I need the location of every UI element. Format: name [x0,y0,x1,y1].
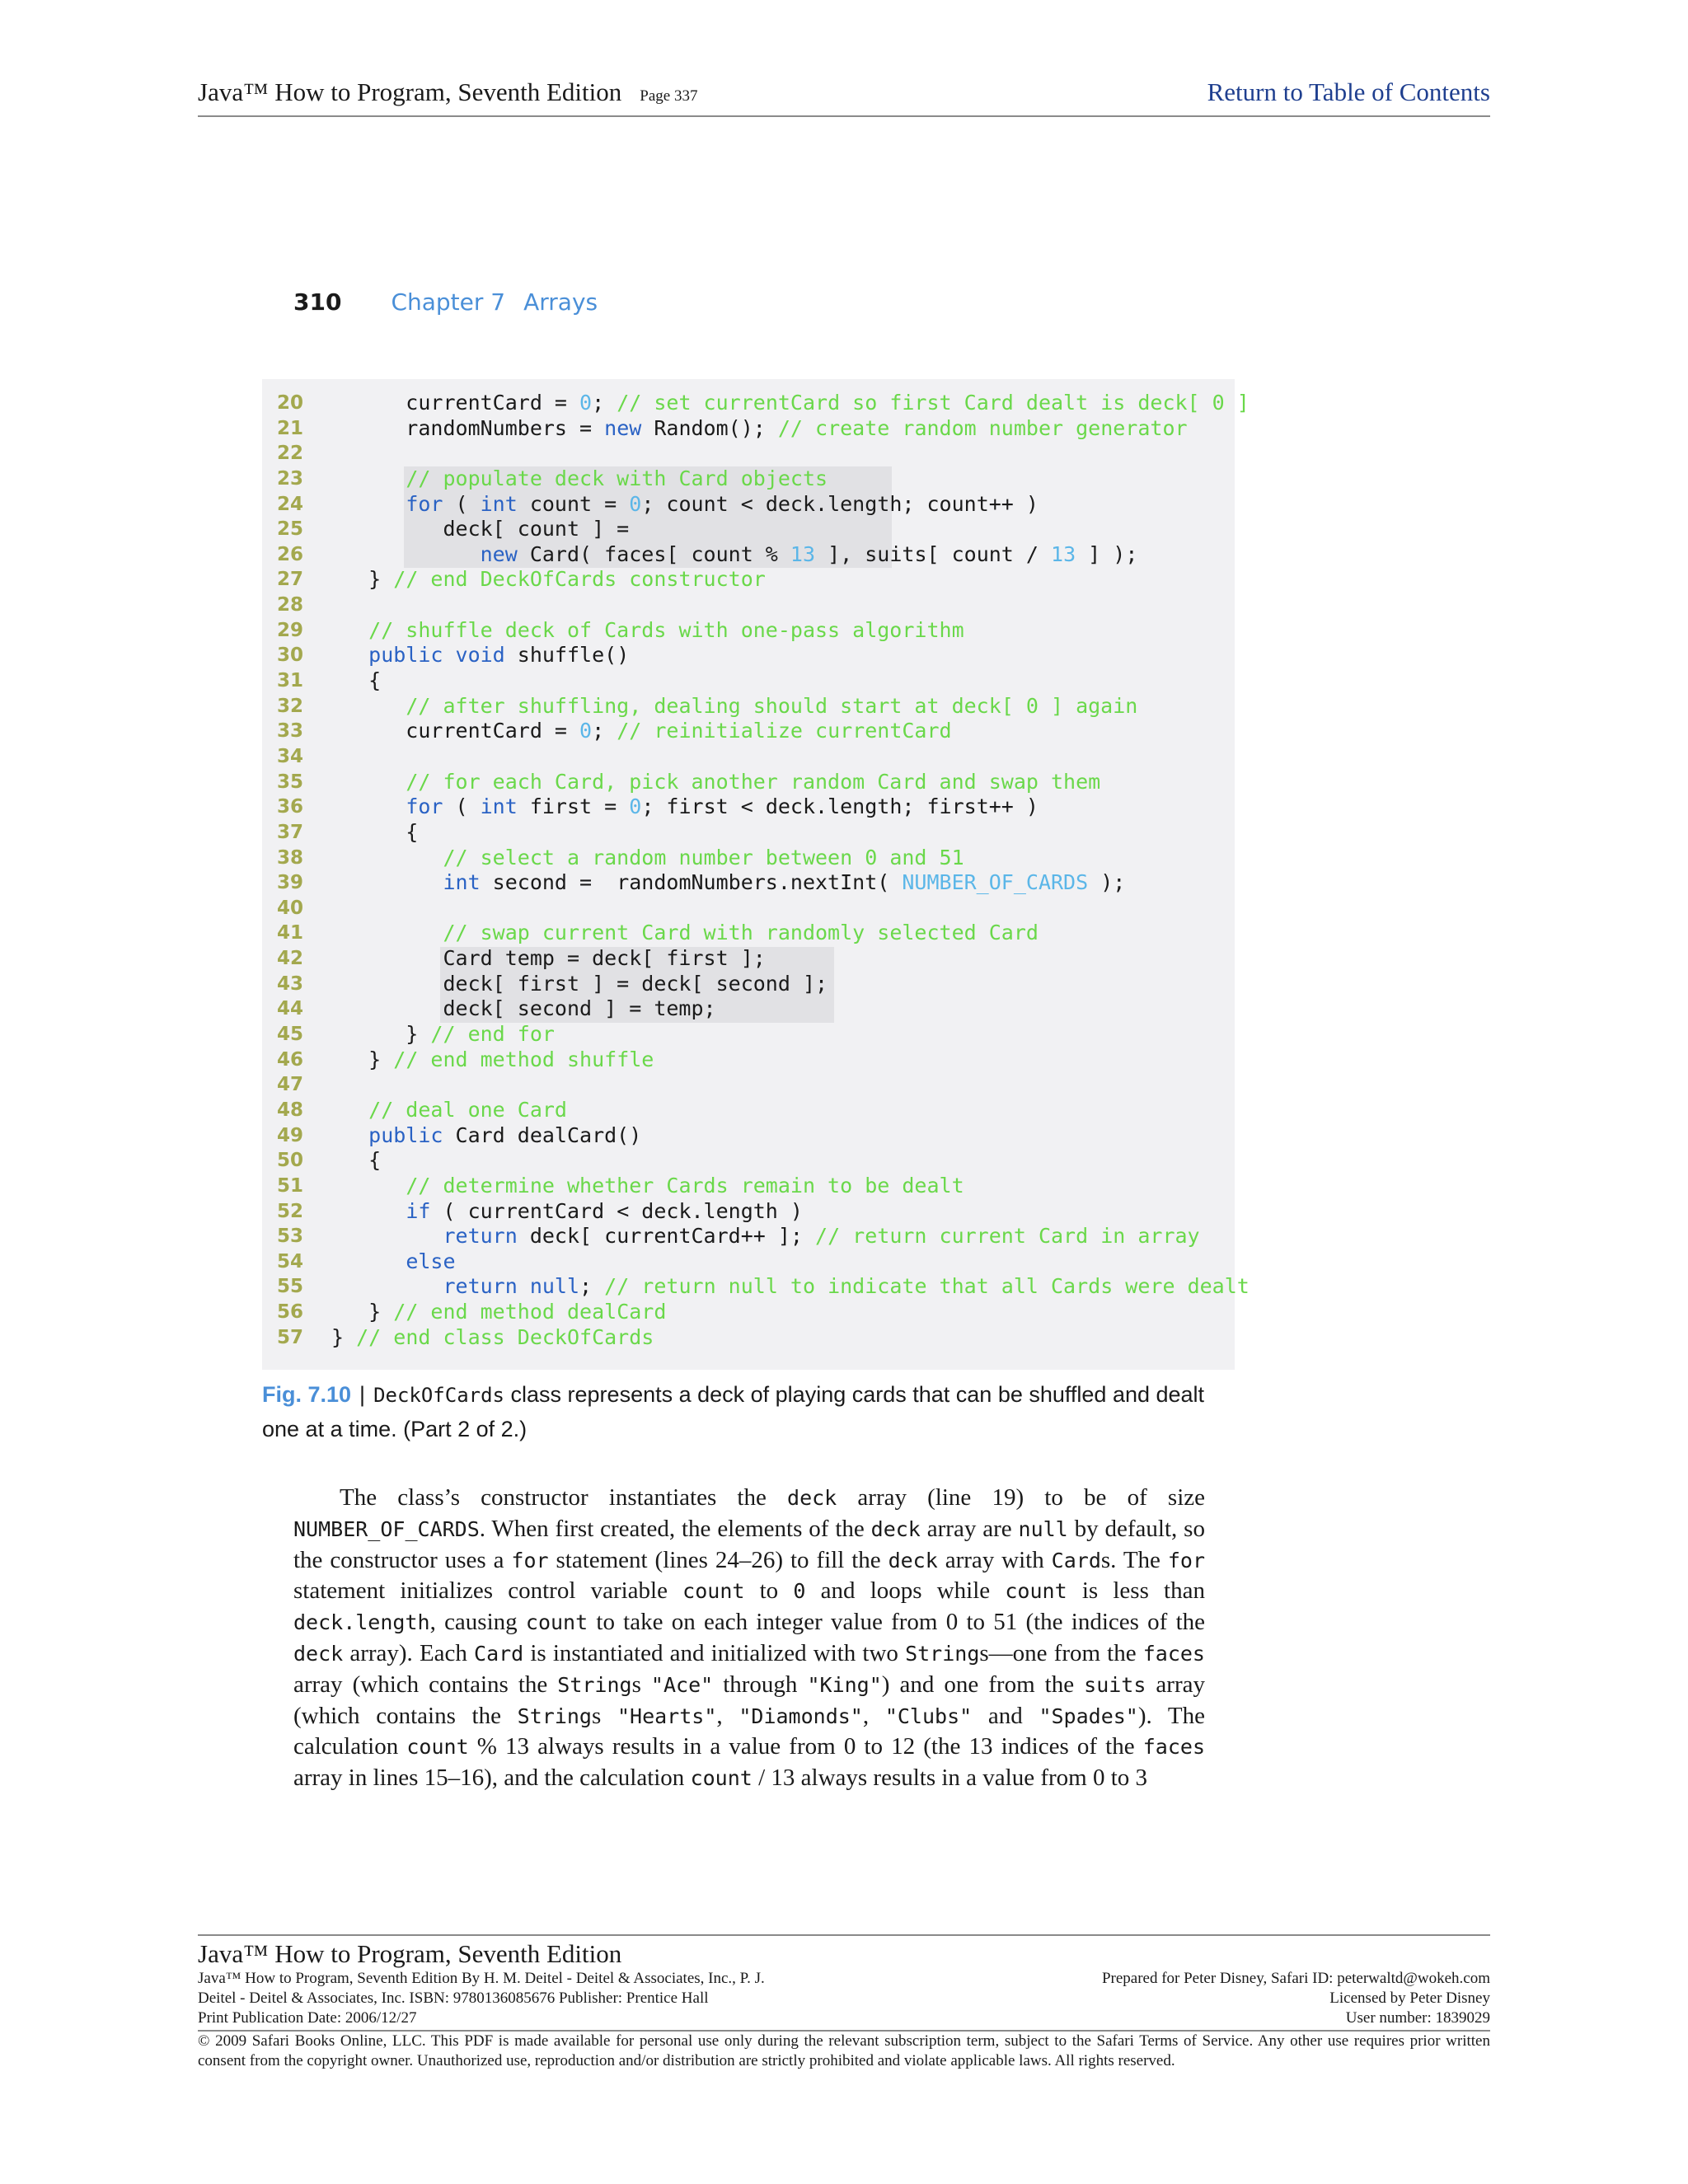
code-token-num: 0 [579,719,593,743]
code-text [331,567,766,593]
body-text-run: , [862,1702,885,1729]
code-token-plain: ( [443,491,481,516]
code-token-kw: public void [368,643,505,668]
body-text-run: array (which contains the [293,1671,558,1698]
body-text-run: statement initializes control variable [293,1577,683,1605]
code-token-plain: Card dealCard() [443,1122,642,1147]
code-text [331,542,1137,568]
code-token-comment: // end method shuffle [393,1047,654,1071]
inline-code: "Clubs" [884,1704,973,1728]
code-token-plain: deck[ second ] = temp; [331,996,716,1021]
code-token-plain [331,1249,406,1273]
body-text-run: array with [937,1546,1052,1573]
line-number: 45 [277,1024,304,1046]
inline-code: deck [870,1516,921,1541]
inline-code: String [557,1672,632,1697]
inline-code: count [1005,1579,1067,1604]
code-token-comment: // end DeckOfCards constructor [393,567,766,592]
code-token-plain: randomNumbers = [331,415,605,440]
page-number: 310 [293,288,342,316]
code-token-plain: ] ); [1076,541,1138,566]
code-token-comment: // shuffle deck of Cards with one-pass algorithm [368,617,964,642]
code-text [331,694,1137,719]
code-text [331,643,629,668]
code-token-plain: Card( faces[ count % [517,541,790,566]
body-text-run: ) and one from the [881,1671,1085,1698]
book-title-text: Java™ How to Program, Seventh Edition [198,77,622,106]
page-header [198,77,1490,117]
line-number: 37 [277,821,304,843]
code-text [331,618,964,644]
code-text [331,996,716,1022]
code-text [331,1148,381,1174]
code-token-plain [331,618,368,642]
inline-code: count [525,1610,588,1635]
body-text-run: s. The [1100,1546,1168,1573]
code-token-num: 0 [629,491,642,516]
code-token-comment: // for each Card, pick another random Card and swap them [406,769,1101,794]
code-token-plain: deck[ currentCard++ ]; [517,1224,816,1249]
code-token-kw: return null [443,1274,580,1299]
inline-code: String [517,1704,592,1728]
code-text [331,946,766,972]
code-token-kw: for [406,491,443,516]
code-text [331,517,629,542]
code-text [331,1274,1250,1300]
line-number: 50 [277,1150,304,1172]
body-text-run: by default, so the constructor uses a [293,1515,1205,1573]
inline-code: for [511,1548,549,1572]
code-token-comment: // determine whether Cards remain to be dealt [406,1173,964,1197]
line-number: 39 [277,872,304,894]
code-token-plain: ( [443,794,481,819]
inline-code: String [905,1641,980,1666]
code-text [331,1199,803,1225]
inline-code: deck [293,1641,344,1666]
code-token-kw: return [443,1224,518,1249]
line-number: 33 [277,720,304,743]
line-number: 51 [277,1174,304,1197]
code-token-plain: { [331,668,382,693]
footer-publication-info [198,1969,765,2028]
code-token-plain: first = [517,794,630,819]
footer-right-line: Licensed by Peter Disney [1329,1990,1490,2007]
code-token-plain: currentCard = [331,391,580,415]
chapter-title: Arrays [523,288,598,316]
chapter-heading [293,288,598,316]
body-paragraph-text [293,1484,1205,1791]
code-token-kw: new [604,415,642,440]
body-text-run: array (which contains the [293,1671,1205,1729]
line-number: 47 [277,1074,304,1096]
code-text [331,391,1250,416]
inline-code: "Hearts" [617,1704,717,1728]
code-text [331,492,1039,518]
body-text-run: , [716,1702,739,1729]
body-paragraph [293,1483,1205,1794]
code-token-comment: // end for [430,1022,555,1047]
code-token-kw: int [443,870,481,895]
code-text [331,846,964,871]
line-number: 24 [277,493,304,515]
body-text-run: array in lines 15–16), and the calculation [293,1765,691,1792]
inline-code: count [406,1735,469,1760]
line-number: 29 [277,619,304,641]
line-number: 54 [277,1250,304,1272]
inline-code: "Diamonds" [738,1704,863,1728]
body-text-run: to [744,1577,794,1605]
code-token-comment: // swap current Card with randomly selected Card [443,921,1039,945]
body-text-run: % 13 always results in a value from 0 to 12 (the 13 indices of the [468,1733,1143,1760]
code-token-plain [331,492,406,516]
code-token-kw: int [480,794,518,819]
caption-class-name: DeckOfCards [373,1384,505,1407]
code-token-plain: { [331,819,419,844]
code-text [331,921,1039,946]
line-number: 20 [277,392,304,414]
line-number: 32 [277,695,304,717]
inline-code: suits [1084,1672,1146,1697]
line-number: 31 [277,670,304,692]
code-token-comment: // return null to indicate that all Cards were dealt [604,1274,1250,1299]
code-token-comment: // end method dealCard [393,1300,667,1324]
code-token-plain [331,770,406,794]
line-number: 55 [277,1276,304,1298]
line-number: 28 [277,594,304,616]
body-text-run: to take on each integer value from 0 to 51 (the indices of the [588,1609,1205,1636]
code-token-plain [331,870,443,894]
code-text [331,770,1100,795]
code-token-comment: // select a random number between 0 and 51 [443,845,964,869]
inline-code: count [690,1766,753,1791]
inline-code: faces [1142,1641,1205,1666]
code-token-plain [331,794,406,818]
body-text-run: array). Each [343,1639,475,1666]
inline-code: deck.length [293,1610,430,1635]
code-token-kw: if [406,1198,431,1223]
inline-code: 0 [793,1579,806,1604]
code-text [331,1325,654,1351]
caption-text: class represents a deck of playing cards that can be shuffled and dealt one at a time. (Part 2 of 2.) [262,1382,1205,1441]
inline-code: deck [787,1486,837,1510]
inline-code: Card [474,1641,524,1666]
footer-right-line: User number: 1839029 [1345,2009,1490,2027]
footer-left-line: Print Publication Date: 2006/12/27 [198,2009,417,2027]
line-number: 43 [277,972,304,995]
code-text [331,1300,666,1325]
line-number: 48 [277,1099,304,1121]
line-number: 40 [277,897,304,919]
code-token-kw: else [406,1249,456,1273]
page-label: Page 337 [640,87,698,105]
toc-link[interactable]: Return to Table of Contents [1207,77,1490,106]
code-token-plain: ; [592,391,617,415]
line-number: 27 [277,569,304,591]
footer-right-line: Prepared for Peter Disney, Safari ID: peterwaltd@wokeh.com [1101,1970,1490,1987]
code-text [331,820,418,846]
code-token-comment: // set currentCard so first Card dealt is deck[ 0 ] [617,391,1250,415]
code-token-plain: { [331,1148,382,1173]
code-token-plain: } [331,1300,394,1324]
code-token-comment: // reinitialize currentCard [617,719,952,743]
body-text-run: s [591,1702,617,1729]
inline-code: count [682,1579,745,1604]
code-token-plain [331,542,481,566]
code-token-plain [331,1123,368,1147]
body-text-run: statement (lines 24–26) to fill the [548,1546,889,1573]
code-token-kw: new [480,541,518,566]
body-text-run: and loops while [805,1577,1006,1605]
line-number: 57 [277,1326,304,1348]
code-text [331,719,952,744]
body-text-run: array (line 19) to be of size [837,1484,1205,1511]
code-text [331,668,381,694]
body-text-run: array are [920,1515,1019,1542]
code-token-comment: // return current Card in array [815,1224,1200,1249]
inline-code: deck [888,1548,938,1572]
inline-code: for [1167,1548,1205,1572]
line-number: 26 [277,543,304,565]
code-token-plain [331,921,443,944]
line-number: 35 [277,771,304,793]
code-token-plain: Random(); [641,415,778,440]
body-text-run: is instantiated and initialized with two [523,1639,906,1666]
code-text [331,1047,654,1073]
body-text-run: through [713,1671,808,1698]
footer-title: Java™ How to Program, Seventh Edition [198,1939,622,1968]
line-number: 36 [277,796,304,818]
code-token-plain: ; count < deck.length; count++ ) [641,491,1039,516]
code-token-kw: public [368,1122,443,1147]
code-token-plain: deck[ count ] = [331,517,630,541]
code-token-plain: ( currentCard < deck.length ) [430,1198,803,1223]
code-text [331,1123,641,1149]
code-text [331,1224,1200,1249]
body-text-run: s—one from the [979,1639,1143,1666]
code-token-num: 0 [579,391,593,415]
code-token-plain: } [331,1022,431,1047]
code-token-comment: // create random number generator [777,415,1188,440]
code-text [331,870,1125,896]
code-token-comment: // populate deck with Card objects [406,466,828,490]
code-token-num: 13 [790,541,816,566]
code-token-plain: ], suits[ count / [815,541,1052,566]
inline-code: faces [1142,1735,1206,1760]
code-listing [262,379,1250,1370]
body-text-run: / 13 always results in a value from 0 to 3 [752,1765,1148,1792]
code-token-plain [331,1199,406,1223]
code-text [331,1249,456,1275]
code-token-plain: ); [1088,870,1126,895]
code-token-plain [331,1098,368,1122]
code-token-plain: } [331,1324,357,1349]
code-token-plain: ; [579,1274,605,1299]
code-token-comment: // end class DeckOfCards [356,1324,654,1349]
body-text-run: is less than [1067,1577,1205,1605]
line-number: 49 [277,1124,304,1146]
code-token-plain [331,643,368,667]
code-token-comment: // deal one Card [368,1097,567,1122]
line-number: 44 [277,998,304,1020]
line-number: 38 [277,846,304,869]
body-text-run: s [631,1671,651,1698]
page-footer [198,1934,1490,2071]
code-token-plain: deck[ first ] = deck[ second ]; [331,971,828,996]
code-token-plain: shuffle() [504,643,630,668]
code-text [331,1022,555,1047]
line-number: 34 [277,745,304,767]
code-token-plain: ; first < deck.length; first++ ) [641,794,1039,819]
line-number: 46 [277,1048,304,1071]
code-token-num: 0 [629,794,642,819]
figure-label: Fig. 7.10 [262,1382,352,1407]
inline-code: Card [1051,1548,1101,1572]
code-text [331,416,1188,442]
line-number: 42 [277,948,304,970]
code-token-kw: int [480,491,518,516]
code-token-plain [331,846,443,869]
footer-copyright: © 2009 Safari Books Online, LLC. This PDF is made available for personal use only during the relevant subscription term, subject to the Safari Terms of Service. Any other use requires prior written consent from the copyright owner. Unauthorized use, reproduction and/or distribution are strictly prohibited and violate applicable laws. All rights reserved. [198,2030,1490,2071]
line-number: 30 [277,644,304,667]
code-token-plain: count = [517,491,630,516]
inline-code: "Spades" [1039,1704,1138,1728]
body-text-run: , causing [429,1609,526,1636]
body-text-run: and [972,1702,1039,1729]
line-number: 53 [277,1226,304,1248]
code-token-num: 13 [1051,541,1076,566]
inline-code: null [1018,1516,1068,1541]
code-token-plain: second = randomNumbers.nextInt( [480,870,903,895]
body-text-run: ). The calculation [293,1702,1206,1760]
figure-caption [262,1378,1235,1446]
code-token-plain: } [331,567,394,592]
footer-license-info [1102,1969,1490,2028]
body-text-run: . When first created, the elements of the [479,1515,871,1542]
code-token-comment: // after shuffling, dealing should start at deck[ 0 ] again [406,693,1138,718]
code-token-plain: currentCard = [331,719,580,743]
chapter-label: Chapter 7 [391,288,506,316]
code-token-plain [331,1224,443,1248]
line-number: 21 [277,417,304,439]
code-text [331,466,828,492]
caption-separator: | [359,1382,366,1407]
code-token-plain [331,1174,406,1197]
code-text [331,972,828,997]
code-token-plain [331,694,406,718]
code-text [331,794,1039,820]
code-token-plain: } [331,1047,394,1071]
line-number: 23 [277,467,304,490]
line-number: 41 [277,922,304,944]
code-token-plain [331,1274,443,1298]
code-token-kw: for [406,794,443,819]
footer-info [198,1969,1490,2030]
line-number: 52 [277,1200,304,1222]
code-text [331,1098,567,1123]
code-token-plain: Card temp = deck[ first ]; [331,946,766,971]
inline-code: "King" [807,1672,882,1697]
inline-code: NUMBER_OF_CARDS [293,1516,480,1541]
code-text [331,1174,964,1199]
line-number: 56 [277,1301,304,1324]
footer-left-line: Java™ How to Program, Seventh Edition By H. M. Deitel - Deitel & Associates, Inc., P. J. [198,1970,765,1987]
code-token-num: NUMBER_OF_CARDS [902,870,1089,895]
line-number: 22 [277,443,304,465]
body-text-run: The class’s constructor instantiates the [340,1484,788,1511]
inline-code: "Ace" [650,1672,714,1697]
code-token-plain [331,466,406,490]
code-token-plain: ; [592,719,617,743]
book-title [198,77,697,107]
footer-left-line: Deitel - Deitel & Associates, Inc. ISBN: 9780136085676 Publisher: Prentice Hall [198,1990,709,2007]
line-number: 25 [277,518,304,541]
